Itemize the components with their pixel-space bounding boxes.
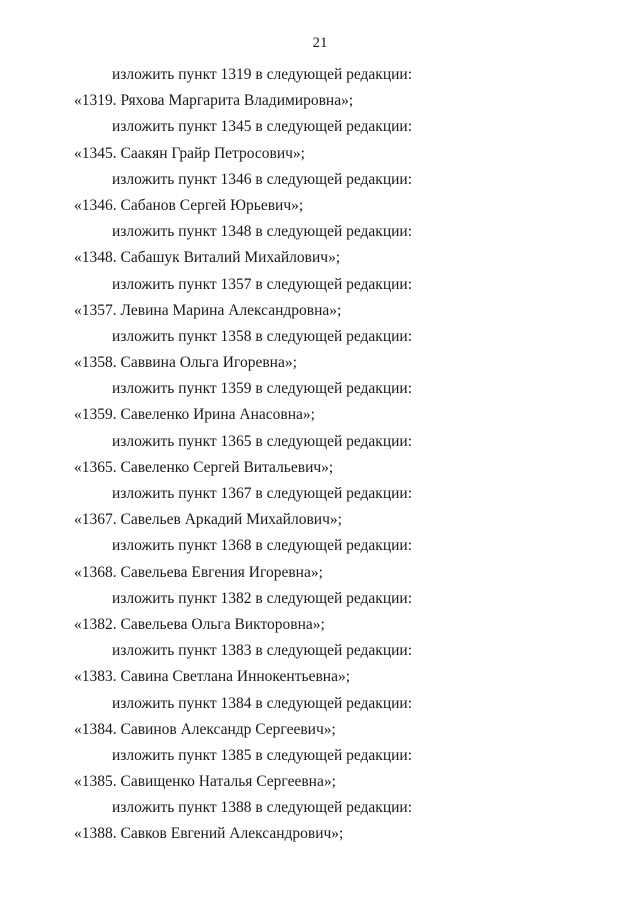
line-9: «1357. Левина Марина Александровна»; <box>74 301 342 319</box>
line-7: «1348. Сабашук Виталий Михайлович»; <box>74 249 341 267</box>
line-8: изложить пункт 1357 в следующей редакции: <box>112 275 413 293</box>
line-20: изложить пункт 1382 в следующей редакции: <box>112 589 413 607</box>
line-13: «1359. Савеленко Ирина Анасовна»; <box>74 406 315 424</box>
line-25: «1384. Савинов Александр Сергеевич»; <box>74 720 336 738</box>
line-26: изложить пункт 1385 в следующей редакции: <box>112 746 413 764</box>
line-11: «1358. Саввина Ольга Игоревна»; <box>74 354 297 372</box>
page-number: 21 <box>312 35 328 51</box>
line-2: изложить пункт 1345 в следующей редакции: <box>112 118 413 136</box>
line-3: «1345. Саакян Грайр Петросович»; <box>74 144 305 162</box>
line-29: «1388. Савков Евгений Александрович»; <box>74 825 344 843</box>
document-body <box>0 62 640 848</box>
line-23: «1383. Савина Светлана Иннокентьевна»; <box>74 668 351 686</box>
line-15: «1365. Савеленко Сергей Витальевич»; <box>74 458 334 476</box>
line-0: изложить пункт 1319 в следующей редакции: <box>112 66 413 83</box>
line-27: «1385. Савищенко Наталья Сергеевна»; <box>74 773 336 791</box>
line-28: изложить пункт 1388 в следующей редакции: <box>112 799 413 817</box>
line-17: «1367. Савельев Аркадий Михайлович»; <box>74 511 342 529</box>
line-5: «1346. Сабанов Сергей Юрьевич»; <box>74 196 304 214</box>
line-14: изложить пункт 1365 в следующей редакции: <box>112 432 413 450</box>
line-18: изложить пункт 1368 в следующей редакции: <box>112 537 413 555</box>
line-24: изложить пункт 1384 в следующей редакции: <box>112 694 413 712</box>
line-4: изложить пункт 1346 в следующей редакции: <box>112 170 413 188</box>
line-21: «1382. Савельева Ольга Викторовна»; <box>74 615 325 633</box>
line-1: «1319. Ряхова Маргарита Владимировна»; <box>74 92 354 110</box>
line-12: изложить пункт 1359 в следующей редакции: <box>112 380 413 398</box>
line-6: изложить пункт 1348 в следующей редакции: <box>112 223 413 241</box>
line-19: «1368. Савельева Евгения Игоревна»; <box>74 563 323 581</box>
line-10: изложить пункт 1358 в следующей редакции: <box>112 327 413 345</box>
line-22: изложить пункт 1383 в следующей редакции: <box>112 642 413 660</box>
line-16: изложить пункт 1367 в следующей редакции: <box>112 485 413 502</box>
